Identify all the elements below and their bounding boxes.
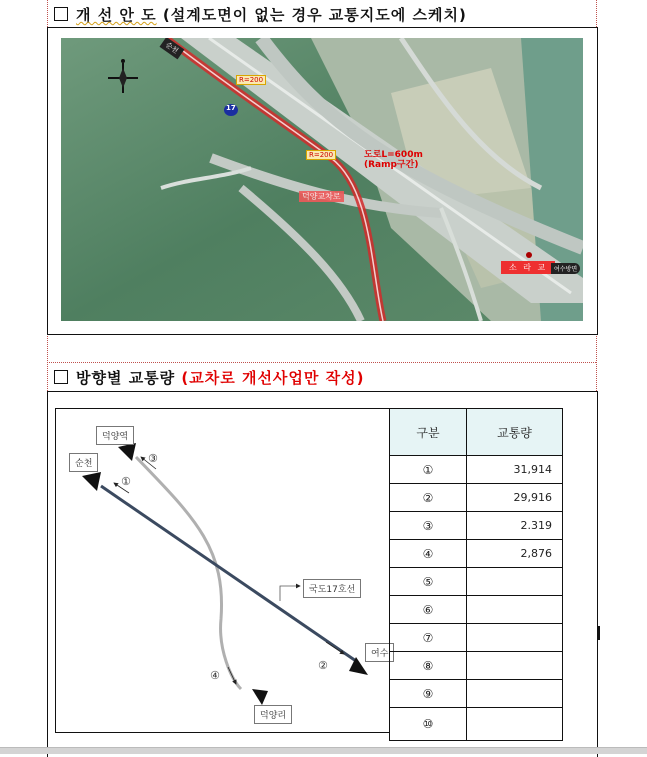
bridge-label: 소 라 교 (501, 261, 555, 274)
radius-label: R=200 (236, 75, 266, 85)
heading-main: 개 선 안 도 (76, 6, 157, 24)
table-row: ② 29,916 (390, 484, 563, 512)
road-length-annotation: 도로L=600m (Ramp구간) (364, 150, 423, 170)
aerial-map (61, 38, 583, 321)
table-row: ⑩ (390, 708, 563, 741)
table-row: ① 31,914 (390, 456, 563, 484)
flow-marker-2: ② (318, 659, 328, 672)
table-row: ⑥ (390, 596, 563, 624)
heading-main: 방향별 교통량 (76, 369, 176, 387)
arrowhead-icon (82, 472, 101, 491)
flow-marker-4: ④ (210, 669, 220, 682)
text-cursor (598, 626, 600, 640)
label-route-17: 국도17호선 (303, 579, 361, 598)
header-category: 구분 (390, 409, 467, 456)
table-row: ⑦ (390, 624, 563, 652)
label-yeosu: 여수 (365, 643, 394, 662)
table-row: ⑤ (390, 568, 563, 596)
heading-sub: (교차로 개선사업만 작성) (181, 369, 365, 387)
aerial-map-image (61, 38, 583, 321)
direction-sign-yeosu: 여수방면 (551, 263, 580, 274)
label-suncheon: 순천 (69, 453, 98, 472)
section-heading-improvement-plan (54, 4, 467, 25)
table-row: ⑨ (390, 680, 563, 708)
heading-sub: (설계도면이 없는 경우 교통지도에 스케치) (162, 6, 467, 24)
table-row: ④ 2,876 (390, 540, 563, 568)
traffic-volume-table (389, 408, 563, 741)
checkbox-icon (54, 7, 68, 21)
location-pin-icon (526, 252, 532, 258)
label-deokyang-station: 덕양역 (96, 426, 134, 445)
radius-label: R=200 (306, 150, 336, 160)
table-header-row (390, 409, 563, 456)
header-volume: 교통량 (467, 409, 563, 456)
arrowhead-icon (118, 443, 136, 461)
arrowhead-icon (252, 689, 268, 705)
label-deokyangri: 덕양리 (254, 705, 292, 724)
flow-marker-3: ③ (148, 452, 158, 465)
interchange-label: 덕양교차로 (299, 191, 344, 202)
cell-divider (47, 362, 596, 363)
direction-sign-suncheon: 순천 (160, 38, 185, 59)
flow-lines (56, 409, 390, 732)
route-shield-label: 17 (226, 104, 236, 112)
table-row: ③ 2.319 (390, 512, 563, 540)
section-heading-directional-traffic (54, 367, 364, 388)
intersection-diagram (55, 408, 390, 733)
checkbox-icon (54, 370, 68, 384)
table-row: ⑧ (390, 652, 563, 680)
flow-marker-1: ① (121, 475, 131, 488)
